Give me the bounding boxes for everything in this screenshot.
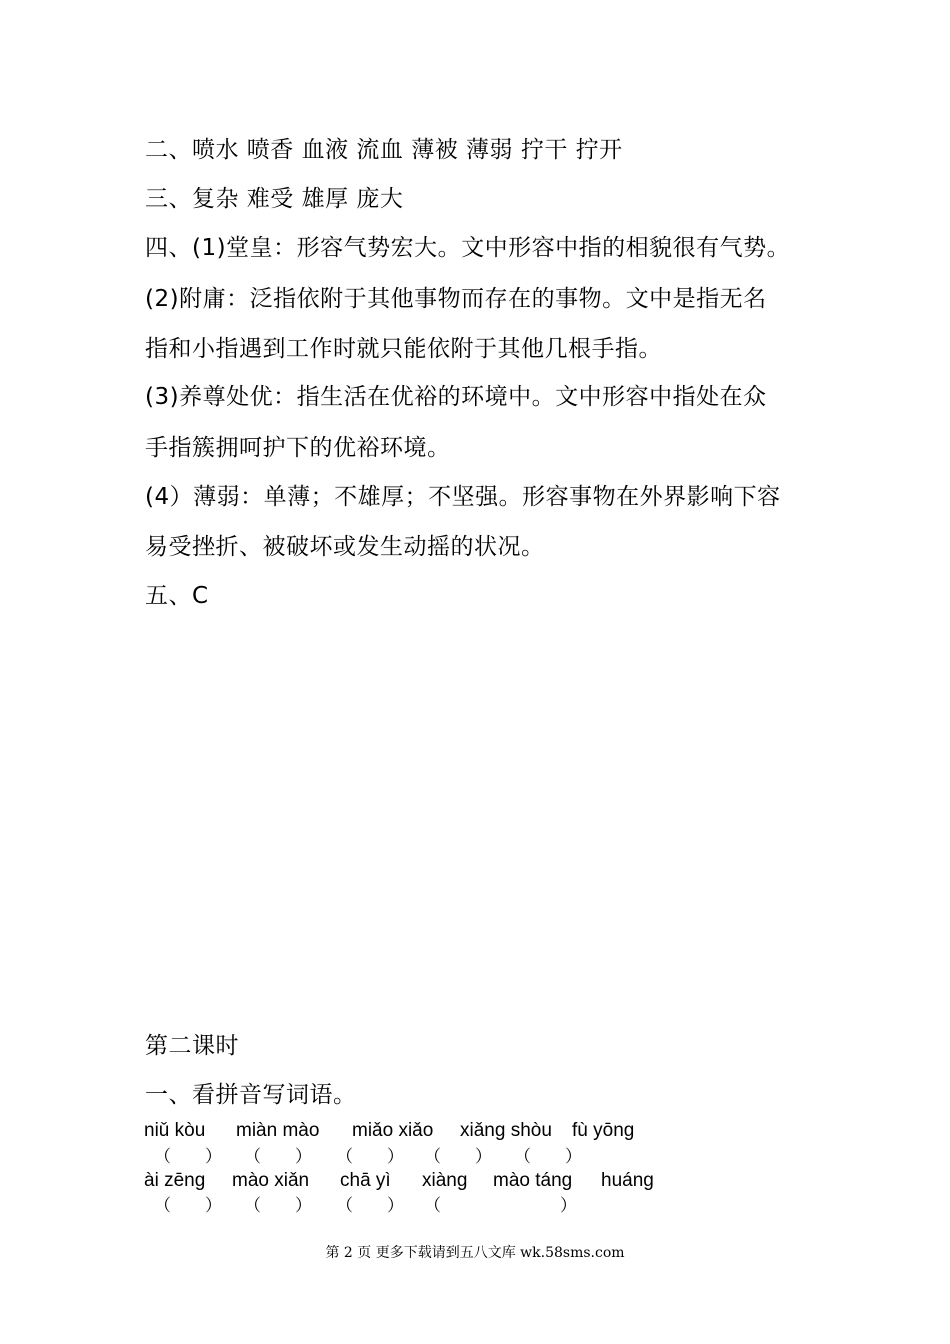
answer-bracket-wide[interactable]: （ ） [424,1196,577,1216]
answer-bracket[interactable]: （ ） [244,1147,312,1167]
pinyin-xiang-shou: xiǎng shòu [460,1120,552,1141]
answer-bracket[interactable]: （ ） [336,1147,404,1167]
pinyin-ai-zeng: ài zēng [144,1170,206,1191]
lesson-title: 第二课时 [145,1033,239,1059]
answer-line-9: (4）薄弱：单薄；不雄厚；不坚强。形容事物在外界影响下容 [145,484,781,510]
answer-bracket[interactable]: （ ） [154,1147,222,1167]
answer-bracket[interactable]: （ ） [514,1147,582,1167]
page-footer: 第 2 页 更多下载请到五八文库 wk.58sms.com [325,1245,625,1261]
answer-line-8: 手指簇拥呵护下的优裕环境。 [145,435,451,461]
pinyin-mian-mao: miàn mào [236,1120,320,1141]
answer-line-3: 三、复杂 难受 雄厚 庞大 [145,186,404,212]
answer-bracket[interactable]: （ ） [424,1147,492,1167]
pinyin-xiang: xiàng [422,1170,468,1191]
pinyin-cha-yi: chā yì [340,1170,391,1191]
question-1-heading: 一、看拼音写词语。 [145,1082,357,1108]
answer-line-10: 易受挫折、被破坏或发生动摇的状况。 [145,534,545,560]
answer-bracket[interactable]: （ ） [154,1196,222,1216]
answer-line-4: 四、(1)堂皇：形容气势宏大。文中形容中指的相貌很有气势。 [145,235,791,261]
answer-line-7: (3)养尊处优：指生活在优裕的环境中。文中形容中指处在众 [145,384,767,410]
answer-line-2: 二、喷水 喷香 血液 流血 薄被 薄弱 拧干 拧开 [145,137,623,163]
answer-line-5: (2)附庸：泛指依附于其他事物而存在的事物。文中是指无名 [145,286,767,312]
answer-line-6: 指和小指遇到工作时就只能依附于其他几根手指。 [145,336,662,362]
pinyin-niu-kou: niǔ kòu [144,1120,206,1141]
pinyin-fu-yong: fù yōng [572,1120,635,1141]
answer-bracket[interactable]: （ ） [336,1196,404,1216]
pinyin-miao-xiao: miǎo xiǎo [352,1120,434,1141]
pinyin-mao-xian: mào xiǎn [232,1170,310,1191]
pinyin-mao-tang: mào táng [493,1170,573,1191]
answer-line-11: 五、C [145,583,209,609]
pinyin-huang: huáng [601,1170,654,1191]
answer-bracket[interactable]: （ ） [244,1196,312,1216]
